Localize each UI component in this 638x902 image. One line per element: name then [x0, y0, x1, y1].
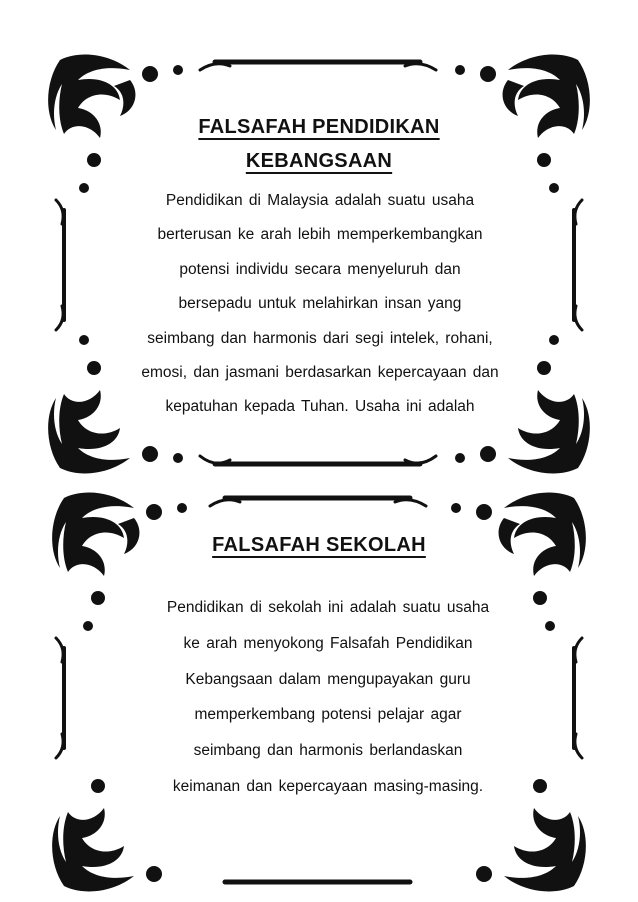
section2-line: memperkembang potensi pelajar agar	[194, 706, 462, 724]
section1-line: kepatuhan kepada Tuhan. Usaha ini adalah	[165, 398, 475, 416]
section1-title-line1: FALSAFAH PENDIDIKAN	[198, 116, 440, 138]
section2-line: keimanan dan kepercayaan masing-masing.	[172, 777, 484, 795]
section1-line: potensi individu secara menyeluruh dan	[179, 260, 461, 278]
section2-line: ke arah menyokong Falsafah Pendidikan	[183, 634, 473, 652]
section1-title-line2: KEBANGSAAN	[245, 150, 393, 172]
section2-title: FALSAFAH SEKOLAH	[212, 534, 426, 556]
section1-line: berterusan ke arah lebih memperkembangkan	[157, 226, 483, 244]
section1-line: seimbang dan harmonis dari segi intelek, rohani,	[147, 329, 493, 347]
section1-line: Pendidikan di Malaysia adalah suatu usaha	[165, 192, 475, 209]
section1-line: bersepadu untuk melahirkan insan yang	[178, 295, 462, 313]
section2-line: Pendidikan di sekolah ini adalah suatu usaha	[166, 599, 490, 616]
section1-line: emosi, dan jasmani berdasarkan kepercayaan dan	[141, 364, 499, 382]
section1-body	[118, 184, 522, 425]
section2-body	[138, 590, 518, 805]
section2-line: Kebangsaan dalam mengupayakan guru	[185, 670, 471, 688]
section2-line: seimbang dan harmonis berlandaskan	[193, 742, 463, 760]
section1-body-clip	[110, 184, 530, 430]
